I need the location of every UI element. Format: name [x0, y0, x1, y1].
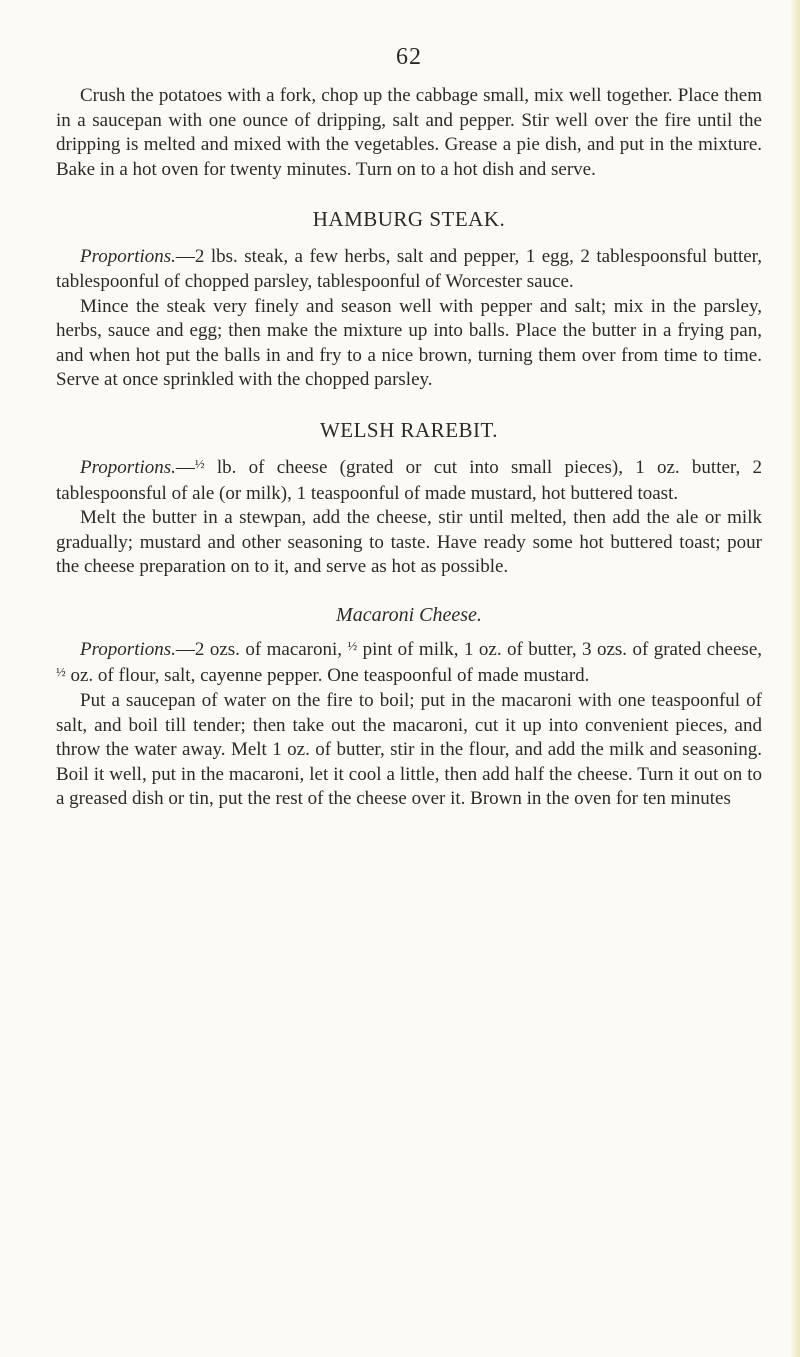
proportions-label: Proportions. [80, 456, 176, 478]
fraction-two: ½ [56, 663, 66, 679]
proportions-dash: — [175, 456, 195, 478]
proportions-welsh-rarebit [56, 456, 762, 506]
recipe-title-macaroni-cheese: Macaroni Cheese. [336, 603, 482, 626]
proportions-label: Proportions. [80, 638, 176, 660]
intro-paragraph: Crush the potatoes with a fork, chop up the cabbage small, mix well together. Place them in a saucepan with one ounce of dripping, salt and pepper. Stir well over the fire until the dripping is melted and mixed with the vegetables. Grease a pie dish, and put in the mixture. Bake in a hot oven for twenty minutes. Turn on to a hot dish and serve. [56, 85, 762, 180]
proportions-macaroni-cheese [56, 638, 762, 689]
page-edge-shading [790, 0, 800, 1357]
proportions-text-part2: pint of milk, 1 oz. of butter, 3 ozs. of grated cheese, [357, 638, 763, 660]
recipe-title-welsh-rarebit: WELSH RAREBIT. [319, 417, 499, 442]
proportions-text: —2 lbs. steak, a few herbs, salt and pepper, 1 egg, 2 tablespoonsful butter, tablespoonful of chopped parsley, tablespoonful of Worcester sauce. [56, 246, 762, 292]
fraction-one: ½ [347, 637, 358, 653]
proportions-text-part3: oz. of flour, salt, cayenne pepper. One teaspoonful of made mustard. [65, 664, 590, 686]
proportions-text-part1: —2 ozs. of macaroni, [175, 638, 348, 660]
method-macaroni-cheese: Put a saucepan of water on the fire to boil; put in the macaroni with one teaspoonful of salt, and boil till tender; then take out the macaroni, cut it up into convenient pieces, and throw the water away. Melt 1 oz. of butter, stir in the flour, and add the milk and seasoning. Boil it well, put in the macaroni, let it cool a little, then add half the cheese. Turn it out on to a greased dish or tin, put the rest of the cheese over it. Brown in the oven for ten minutes [56, 690, 762, 810]
proportions-text: lb. of cheese (grated or cut into small pieces), 1 oz. butter, 2 tablespoonsful of ale (or milk), 1 teaspoonful of made mustard, hot buttered toast. [56, 456, 762, 504]
book-page [56, 0, 762, 1357]
method-welsh-rarebit: Melt the butter in a stewpan, add the cheese, stir until melted, then add the ale or milk gradually; mustard and other seasoning to taste. Have ready some hot buttered toast; pour the cheese preparation on to it, and serve as hot as possible. [56, 507, 762, 578]
method-hamburg-steak: Mince the steak very finely and season well with pepper and salt; mix in the parsley, herbs, sauce and egg; then make the mixture up into balls. Place the butter in a frying pan, and when hot put the balls in and fry to a nice brown, turning them over from time to time. Serve at once sprinkled with the chopped parsley. [56, 295, 762, 391]
proportions-hamburg-steak [56, 245, 762, 294]
fraction-half: ½ [194, 455, 205, 471]
proportions-label: Proportions. [80, 246, 176, 268]
recipe-title-hamburg-steak: HAMBURG STEAK. [312, 207, 506, 232]
page-number: 62 [396, 44, 422, 70]
page-content [56, 84, 762, 812]
